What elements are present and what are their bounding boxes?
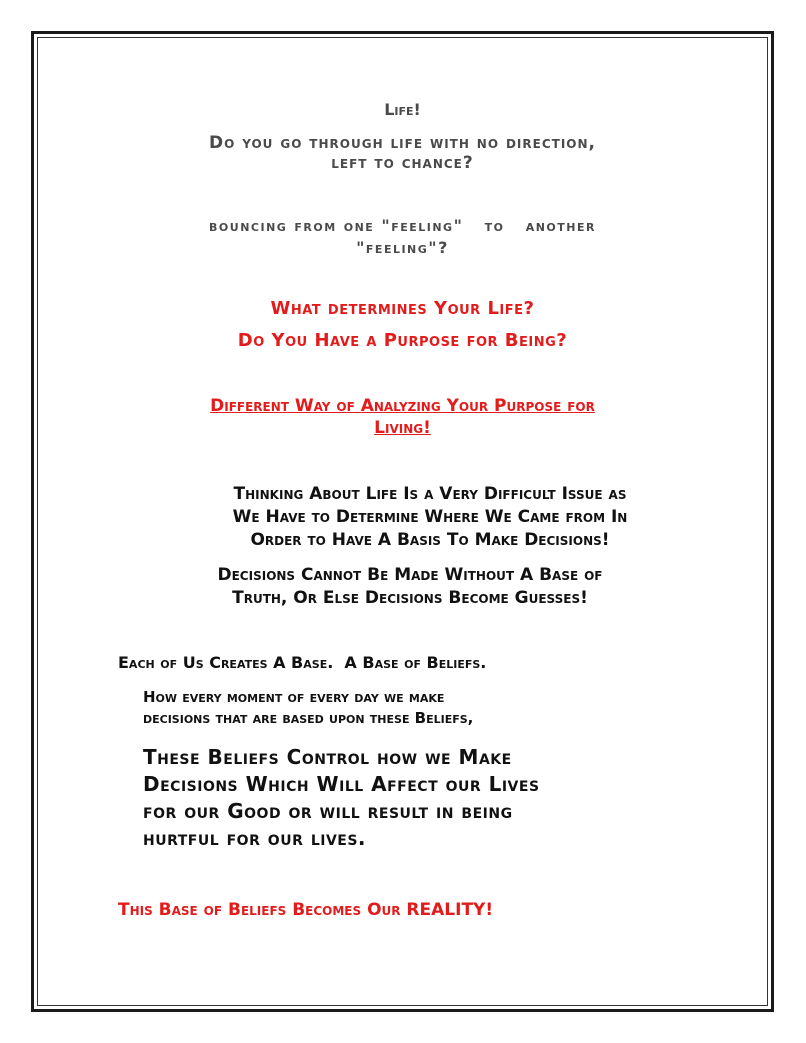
thinking-paragraph-line1: Thinking About Life Is a Very Difficult Issue as (233, 484, 627, 504)
thinking-paragraph-line2: We Have to Determine Where We Came from In (232, 507, 628, 527)
question-feeling-line1: bouncing from one "feeling" to another (209, 216, 596, 235)
heading-analyzing-purpose-line1: Different Way of Analyzing Your Purpose for (210, 396, 595, 416)
thinking-paragraph-line3: Order to Have A Basis To Make Decisions! (250, 530, 610, 550)
question-direction-line2: left to chance? (331, 153, 474, 173)
every-moment-line2: decisions that are based upon these Beliefs, (143, 709, 474, 727)
question-feeling-line2: "feeling"? (356, 238, 449, 257)
base-of-beliefs-statement: Each of Us Creates A Base. A Base of Beliefs. (118, 653, 487, 672)
beliefs-control-line3: for our Good or will result in being (143, 799, 513, 823)
question-direction-line1: Do you go through life with no direction, (208, 133, 596, 153)
decisions-paragraph-line2: Truth, Or Else Decisions Become Guesses! (232, 588, 588, 608)
every-moment-line1: How every moment of every day we make (143, 688, 445, 706)
heading-analyzing-purpose-line2: Living! (374, 418, 431, 438)
decisions-paragraph-line1: Decisions Cannot Be Made Without A Base of (217, 565, 603, 585)
question-purpose-for-being: Do You Have a Purpose for Being? (237, 330, 568, 351)
beliefs-control-line1: These Beliefs Control how we Make (143, 745, 512, 769)
beliefs-control-line4: hurtful for our lives. (143, 826, 367, 850)
title-life: Life! (384, 100, 421, 119)
beliefs-control-line2: Decisions Which Will Affect our Lives (143, 772, 540, 796)
reality-conclusion: This Base of Beliefs Becomes Our REALITY! (118, 900, 494, 920)
question-determines-life: What determines Your Life? (270, 298, 535, 319)
